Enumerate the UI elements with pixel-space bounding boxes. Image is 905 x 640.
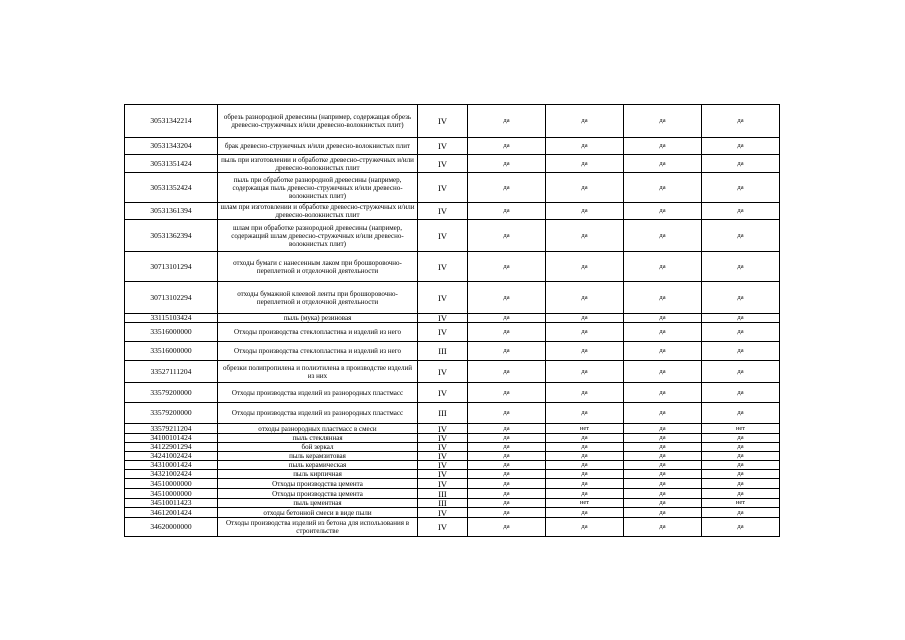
flag-cell-2: да (546, 203, 624, 220)
flag-cell-2: да (546, 105, 624, 138)
hazard-class-cell: IV (418, 252, 468, 282)
flag-cell-4: нет (702, 499, 780, 508)
waste-code-cell: 33516000000 (125, 323, 218, 342)
waste-name-cell: обрезь разнородной древесины (например, содержащая обрезь древесно-стружечных и/или древесно-волокнистых плит) (218, 105, 418, 138)
flag-cell-4: да (702, 342, 780, 361)
hazard-class-cell: IV (418, 138, 468, 155)
flag-cell-2: да (546, 518, 624, 537)
flag-cell-2: да (546, 443, 624, 452)
waste-code-cell: 33579200000 (125, 403, 218, 424)
flag-cell-4: да (702, 252, 780, 282)
table-row (125, 479, 780, 489)
flag-cell-2: да (546, 155, 624, 173)
flag-cell-4: да (702, 383, 780, 403)
table-row (125, 443, 780, 452)
table-row (125, 252, 780, 282)
flag-cell-1: да (468, 342, 546, 361)
waste-code-cell: 34122901294 (125, 443, 218, 452)
waste-code-cell: 34321002424 (125, 470, 218, 479)
flag-cell-2: да (546, 461, 624, 470)
hazard-class-cell: III (418, 403, 468, 424)
flag-cell-3: да (624, 361, 702, 383)
waste-code-cell: 34620000000 (125, 518, 218, 537)
flag-cell-2: да (546, 361, 624, 383)
flag-cell-2: да (546, 220, 624, 252)
flag-cell-3: да (624, 499, 702, 508)
flag-cell-3: да (624, 403, 702, 424)
waste-code-cell: 30531352424 (125, 173, 218, 203)
table-row (125, 138, 780, 155)
flag-cell-4: нет (702, 424, 780, 434)
waste-code-cell: 30713102294 (125, 282, 218, 314)
flag-cell-3: да (624, 434, 702, 443)
table-row (125, 489, 780, 499)
flag-cell-4: да (702, 403, 780, 424)
table-row (125, 461, 780, 470)
flag-cell-1: да (468, 105, 546, 138)
flag-cell-4: да (702, 452, 780, 461)
flag-cell-3: да (624, 342, 702, 361)
flag-cell-1: да (468, 499, 546, 508)
waste-code-cell: 34510000000 (125, 479, 218, 489)
table-row (125, 470, 780, 479)
flag-cell-4: да (702, 470, 780, 479)
hazard-class-cell: IV (418, 434, 468, 443)
table-row (125, 314, 780, 323)
waste-name-cell: пыль цементная (218, 499, 418, 508)
hazard-class-cell: IV (418, 461, 468, 470)
flag-cell-3: да (624, 424, 702, 434)
table-row (125, 282, 780, 314)
flag-cell-2: да (546, 452, 624, 461)
flag-cell-2: да (546, 489, 624, 499)
hazard-class-cell: IV (418, 203, 468, 220)
hazard-class-cell: IV (418, 383, 468, 403)
flag-cell-1: да (468, 173, 546, 203)
flag-cell-4: да (702, 518, 780, 537)
waste-name-cell: отходы разнородных пластмасс в смеси (218, 424, 418, 434)
flag-cell-3: да (624, 105, 702, 138)
flag-cell-1: да (468, 424, 546, 434)
flag-cell-2: да (546, 173, 624, 203)
hazard-class-cell: IV (418, 470, 468, 479)
flag-cell-3: да (624, 252, 702, 282)
hazard-class-cell: IV (418, 220, 468, 252)
hazard-class-cell: IV (418, 452, 468, 461)
waste-code-cell: 34310001424 (125, 461, 218, 470)
hazard-class-cell: IV (418, 361, 468, 383)
flag-cell-1: да (468, 470, 546, 479)
hazard-class-cell: IV (418, 173, 468, 203)
flag-cell-3: да (624, 314, 702, 323)
flag-cell-3: да (624, 443, 702, 452)
table-row (125, 403, 780, 424)
waste-name-cell: Отходы производства стеклопластика и изделий из него (218, 323, 418, 342)
waste-code-cell: 33115103424 (125, 314, 218, 323)
flag-cell-4: да (702, 434, 780, 443)
waste-name-cell: пыль керамическая (218, 461, 418, 470)
waste-name-cell: пыль керамзитовая (218, 452, 418, 461)
flag-cell-2: да (546, 323, 624, 342)
table-row (125, 342, 780, 361)
waste-name-cell: пыль стеклянная (218, 434, 418, 443)
flag-cell-2: да (546, 403, 624, 424)
table-row (125, 434, 780, 443)
waste-name-cell: шлам при обработке разнородной древесины (например, содержащий шлам древесно-стружечных и/или древесно-волокнистых плит) (218, 220, 418, 252)
table-row (125, 155, 780, 173)
flag-cell-4: да (702, 282, 780, 314)
waste-name-cell: пыль при изготовлении и обработке древесно-стружечных и/или древесно-волокнистых плит (218, 155, 418, 173)
flag-cell-3: да (624, 461, 702, 470)
flag-cell-4: да (702, 323, 780, 342)
waste-table (124, 104, 780, 537)
waste-name-cell: Отходы производства изделий из разнородных пластмасс (218, 403, 418, 424)
hazard-class-cell: IV (418, 443, 468, 452)
flag-cell-4: да (702, 173, 780, 203)
flag-cell-2: да (546, 479, 624, 489)
hazard-class-cell: IV (418, 508, 468, 518)
table-row (125, 361, 780, 383)
waste-code-cell: 33527111204 (125, 361, 218, 383)
waste-code-cell: 30531351424 (125, 155, 218, 173)
table-row (125, 452, 780, 461)
flag-cell-2: да (546, 314, 624, 323)
hazard-class-cell: IV (418, 155, 468, 173)
flag-cell-4: да (702, 203, 780, 220)
flag-cell-3: да (624, 479, 702, 489)
table-row (125, 424, 780, 434)
flag-cell-3: да (624, 518, 702, 537)
waste-code-cell: 34612001424 (125, 508, 218, 518)
hazard-class-cell: IV (418, 323, 468, 342)
flag-cell-1: да (468, 403, 546, 424)
waste-code-cell: 34510011423 (125, 499, 218, 508)
table-row (125, 499, 780, 508)
table-row (125, 105, 780, 138)
flag-cell-2: да (546, 434, 624, 443)
flag-cell-2: да (546, 342, 624, 361)
flag-cell-3: да (624, 138, 702, 155)
table-row (125, 173, 780, 203)
hazard-class-cell: III (418, 489, 468, 499)
waste-name-cell: бой зеркал (218, 443, 418, 452)
flag-cell-4: да (702, 138, 780, 155)
waste-name-cell: шлам при изготовлении и обработке древесно-стружечных и/или древесно-волокнистых плит (218, 203, 418, 220)
waste-name-cell: пыль кирпичная (218, 470, 418, 479)
flag-cell-4: да (702, 489, 780, 499)
flag-cell-3: да (624, 452, 702, 461)
waste-name-cell: отходы бетонной смеси в виде пыли (218, 508, 418, 518)
waste-code-cell: 34100101424 (125, 434, 218, 443)
flag-cell-2: да (546, 470, 624, 479)
hazard-class-cell: IV (418, 282, 468, 314)
hazard-class-cell: IV (418, 518, 468, 537)
hazard-class-cell: III (418, 499, 468, 508)
table-row (125, 383, 780, 403)
waste-code-cell: 30531342214 (125, 105, 218, 138)
flag-cell-2: нет (546, 424, 624, 434)
waste-name-cell: Отходы производства изделий из разнородных пластмасс (218, 383, 418, 403)
waste-name-cell: пыль при обработке разнородной древесины (например, содержащая пыль древесно-стружечных и/или древесно-волокнистых плит) (218, 173, 418, 203)
flag-cell-4: да (702, 361, 780, 383)
flag-cell-1: да (468, 361, 546, 383)
table-row (125, 220, 780, 252)
waste-name-cell: Отходы производства стеклопластика и изделий из него (218, 342, 418, 361)
table-row (125, 203, 780, 220)
flag-cell-1: да (468, 138, 546, 155)
flag-cell-4: да (702, 105, 780, 138)
waste-name-cell: пыль (мука) резиновая (218, 314, 418, 323)
flag-cell-1: да (468, 383, 546, 403)
flag-cell-3: да (624, 173, 702, 203)
flag-cell-2: да (546, 252, 624, 282)
hazard-class-cell: IV (418, 479, 468, 489)
flag-cell-1: да (468, 443, 546, 452)
flag-cell-4: да (702, 479, 780, 489)
table-row (125, 323, 780, 342)
flag-cell-1: да (468, 508, 546, 518)
flag-cell-1: да (468, 434, 546, 443)
flag-cell-4: да (702, 155, 780, 173)
flag-cell-3: да (624, 489, 702, 499)
waste-name-cell: Отходы производства цемента (218, 479, 418, 489)
flag-cell-4: да (702, 461, 780, 470)
flag-cell-1: да (468, 452, 546, 461)
flag-cell-3: да (624, 323, 702, 342)
flag-cell-3: да (624, 282, 702, 314)
flag-cell-1: да (468, 252, 546, 282)
flag-cell-2: да (546, 282, 624, 314)
waste-table-body (125, 105, 780, 537)
waste-name-cell: Отходы производства цемента (218, 489, 418, 499)
flag-cell-4: да (702, 508, 780, 518)
flag-cell-3: да (624, 155, 702, 173)
flag-cell-1: да (468, 282, 546, 314)
flag-cell-1: да (468, 461, 546, 470)
flag-cell-2: нет (546, 499, 624, 508)
waste-name-cell: обрезки полипропилена и полиэтилена в производстве изделий из них (218, 361, 418, 383)
flag-cell-3: да (624, 508, 702, 518)
flag-cell-2: да (546, 508, 624, 518)
flag-cell-1: да (468, 155, 546, 173)
flag-cell-4: да (702, 443, 780, 452)
waste-name-cell: отходы бумаги с нанесенным лаком при брошюровочно-переплетной и отделочной деятельности (218, 252, 418, 282)
hazard-class-cell: III (418, 342, 468, 361)
table-row (125, 508, 780, 518)
hazard-class-cell: IV (418, 424, 468, 434)
waste-code-cell: 30531343204 (125, 138, 218, 155)
waste-code-cell: 34510000000 (125, 489, 218, 499)
hazard-class-cell: IV (418, 314, 468, 323)
flag-cell-1: да (468, 489, 546, 499)
table-row (125, 518, 780, 537)
waste-code-cell: 33516000000 (125, 342, 218, 361)
flag-cell-1: да (468, 203, 546, 220)
hazard-class-cell: IV (418, 105, 468, 138)
waste-code-cell: 34241002424 (125, 452, 218, 461)
flag-cell-1: да (468, 323, 546, 342)
flag-cell-3: да (624, 220, 702, 252)
waste-name-cell: отходы бумажной клеевой ленты при брошюровочно-переплетной и отделочной деятельности (218, 282, 418, 314)
flag-cell-3: да (624, 203, 702, 220)
waste-name-cell: Отходы производства изделий из бетона для использования в строительстве (218, 518, 418, 537)
waste-code-cell: 30713101294 (125, 252, 218, 282)
flag-cell-1: да (468, 314, 546, 323)
flag-cell-3: да (624, 383, 702, 403)
flag-cell-1: да (468, 518, 546, 537)
waste-name-cell: брак древесно-стружечных и/или древесно-волокнистых плит (218, 138, 418, 155)
waste-code-cell: 33579200000 (125, 383, 218, 403)
waste-code-cell: 30531361394 (125, 203, 218, 220)
flag-cell-4: да (702, 314, 780, 323)
flag-cell-2: да (546, 383, 624, 403)
flag-cell-1: да (468, 220, 546, 252)
waste-code-cell: 33579211204 (125, 424, 218, 434)
waste-code-cell: 30531362394 (125, 220, 218, 252)
flag-cell-1: да (468, 479, 546, 489)
flag-cell-3: да (624, 470, 702, 479)
flag-cell-4: да (702, 220, 780, 252)
flag-cell-2: да (546, 138, 624, 155)
